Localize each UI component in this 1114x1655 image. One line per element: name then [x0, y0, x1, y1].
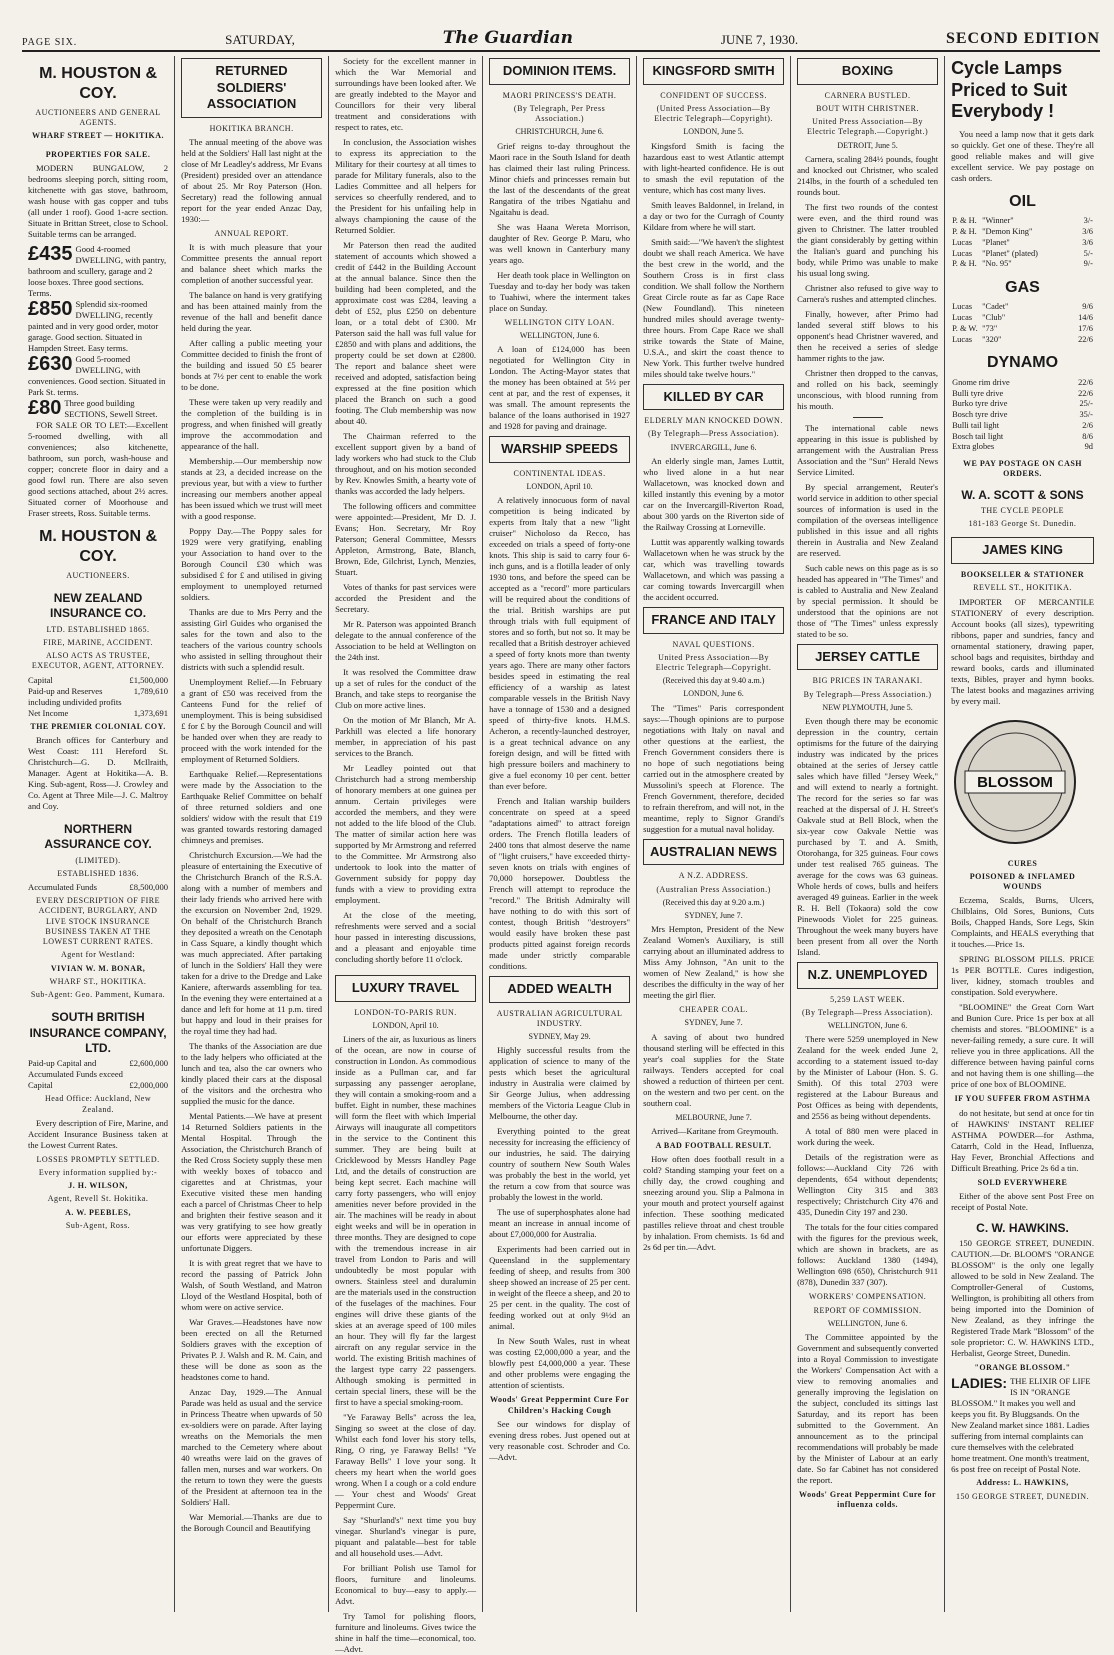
received-line: (Received this day at 9.20 a.m.)	[662, 897, 765, 907]
item-name: Bosch tyre drive	[952, 410, 1008, 420]
article-headline: KINGSFORD SMITH	[643, 58, 784, 85]
article-paragraph: Everything pointed to the great necessity for increasing the efficiency of our industries, he said. The dairying country of southern New South Wales was probably the best in the world, yet the return a cow from that source was probably the lowest in the world.	[489, 1126, 631, 1203]
figure-row	[28, 675, 168, 686]
figure-label: Paid-up Capital and Accumulated Funds exceed	[28, 1058, 123, 1080]
article-subhead: MAORI PRINCESS'S DEATH.	[502, 90, 617, 100]
article-paragraph: Experiments had been carried out in Queensland in the supplementary feeding of sheep, and results from 300 sheep showed an increase of 25 per cent. in weight of the fleece a sheep, and 20 to 25 per cent. in the quality. The cost of feeding worked out at only 9½d an animal.	[489, 1244, 631, 1332]
article-paragraph: Even though there may be economic depression in the country, certain optimisms for the future of the dairying industry was indicated by the prices obtained at the series of Jersey cattle sales which have filled "Jersey Week," and will extend to nearly a fortnight. The record for the series so far was reached at the dispersal of J. H. Street's Oakvale stud at Bell Block, when the six-year cow Oakvale Nettie was purchased by T. and A. Smith, Otorohanga, for 325 guineas. Four cows under test realised 765 guineas. The average for the cows was 63 guineas. Whole herds of cows, bulls and heifers averaged 49 guineas. Earlier in the week R. H. Bell (Tokaora) sold the cow Pinewoods Violet for 225 guineas. Throughout the week many buyers have been present from all over the North Island.	[797, 716, 939, 958]
sold-everywhere: SOLD EVERYWHERE	[977, 1177, 1068, 1187]
article-paragraph: Mr R. Paterson was appointed Branch delegate to the annual conference of the Association to be held at Wellington on the 24th inst.	[335, 619, 477, 662]
price-row	[951, 389, 1094, 400]
agency-line: (By Telegraph, Per Press Association.)	[513, 103, 606, 124]
price-section-heading: GAS	[1005, 279, 1040, 296]
article-paragraph: A relatively innocuous form of naval competition is being indicated by experts from Italy that a new "light cruiser" Nicholoso da Recco, has exceeded on trials a speed of forty-one knots. This ship is said to carry four 6-inch guns, and is a flotilla leader of only 1930 tons, and before the speed can be accepted as a "record" more particulars will be required about the conditions of the trial. British warships are put through trials with full equipment of stores and so forth, but not so. It may be recalled that a British destroyer achieved a speed of forty knots more than twenty years ago. There are many other factors besides speed in estimating the real efficiency of a warship as latest comparable vessels in the British Navy have a tonnage of 1530 and a designed speed of thirty-five knots. H.M.S. Acheron, a recently-launched destroyer, is a great technical advance on any foreign design, and will be fitted with high pressure boilers and machinery to give a fuel economy 10 per cent. better than ever before.	[489, 495, 631, 792]
price-row	[951, 399, 1094, 410]
dateline: DETROIT, June 5.	[837, 140, 898, 150]
property-text: Good 5-roomed DWELLING, with conveniences. Good section. Situated in Park St. terms.	[28, 353, 166, 397]
column-2-article	[175, 56, 329, 1612]
article-headline: DOMINION ITEMS.	[489, 58, 630, 85]
article-paragraph: After calling a public meeting your Committee decided to finish the front of the building and issued 50 £5 bearer bonds at 7½ per cent to enable the work to be done.	[181, 338, 323, 393]
insurer-name: NORTHERN ASSURANCE COY.	[44, 821, 152, 852]
column-1-ads	[22, 56, 175, 1612]
price-row	[951, 410, 1094, 421]
item-price: 5/-	[1083, 248, 1093, 258]
property-price: £80	[28, 396, 62, 419]
firm-name: C. W. HAWKINS.	[976, 1220, 1069, 1235]
advert: Try Tamol for polishing floors, furniture and linoleums. Gives twice the shine in half the time—economical, too.—Advt.	[335, 1611, 477, 1655]
firm-name: M. HOUSTON & COY.	[39, 65, 157, 103]
maker-name: Lucas	[952, 313, 973, 323]
item-price: 2/6	[1082, 420, 1093, 430]
article-paragraph: Mr Paterson then read the audited statement of accounts which showed a credit of £442 in the Building Account at the annual balance. Since then the building had been completed, and the approximate cost was £284, leaving a debt of £52, plus £250 on debenture loan, or a total debt of £300. Mr Paterson said the hall was full value for £2850 and with plans and additions, the property could be set down at £2800. The report and balance sheet were received and adopted, satisfaction being expressed at the fine position which placed the Branch on such a good footing. The Club membership was now about 40.	[335, 240, 477, 426]
property-text: Three good building SECTIONS, Sewell Street.	[64, 397, 158, 419]
item-name: Bosch tail light	[952, 431, 1004, 441]
article-paragraph: Mental Patients.—We have at present 14 Returned Soldiers patients in the Mental Hospital. Through the Association, the Christchurch Branch of the Red Cross Society supply these men with weekly boxes of tobacco and cigarettes and at Christmas, your Executive visited these men handing each a parcel of Christmas Cheer to help and brighten their festive season and it was very gratifying to see how greatly our efforts were appreciated by these unfortunate Diggers.	[181, 1111, 323, 1254]
article-paragraph: Kingsford Smith is facing the hazardous east to west Atlantic attempt with light-hearted confidence. He is out to smash the evil reputation of the venture, which has cost many lives.	[643, 140, 785, 195]
maker-name: P. & W.	[952, 323, 978, 333]
insurer-subagent: Sub-Agent: Geo. Pamment, Kumara.	[30, 990, 166, 999]
maker-name: Lucas	[952, 248, 973, 258]
property-listing: MODERN BUNGALOW, 2 bedrooms sleeping porch, sitting room, kitchenette with gas stove, bathroom, wash house with gas copper and tubs (all under 1 roof). Good 1-acre section. Situate in Brittan Street, close to School. Suitable terms can be arranged.	[28, 162, 169, 239]
article-paragraph: The following officers and committee were appointed:—President, Mr D. J. Evans; Hon. Secretary, Mr Roy Paterson; General Committee, Messrs Appleton, Armstrong, Bate, Blanch, Brown, Ede, Gilchrist, Lynch, Menzies, Stuart.	[335, 501, 477, 577]
property-price: £435	[28, 242, 73, 265]
article-paragraph: Finally, however, after Primo had landed several stiff blows to his opponent's head Christner wavered, and then he received a series of sledge hammer rights to the jaw.	[797, 308, 939, 363]
agency-line: (United Press Association—By Electric Telegraph—Copyright).	[654, 103, 773, 124]
figure-value: £8,500,000	[129, 882, 169, 893]
asthma-text: do not hesitate, but send at once for tin of HAWKINS' INSTANT RELIEF ASTHMA POWDER—for Asthma, Catarrh, Cold in the Head, Influenza, Hay Fever, Bronchial Affections and Difficult Breathing. Price 2s 6d a tin.	[951, 1107, 1094, 1173]
item-name: Extra globes	[952, 442, 995, 452]
article-subhead: CARNERA BUSTLED.	[824, 90, 911, 100]
maker-name: P. & H.	[952, 216, 977, 226]
firm-role: THE CYCLE PEOPLE	[980, 506, 1065, 516]
maker-name: P. & H.	[952, 259, 977, 269]
dynamo-price-list	[951, 378, 1094, 453]
firm-role: AUCTIONEERS.	[66, 570, 130, 580]
item-name: "Cadet"	[982, 302, 1009, 312]
figure-row	[28, 1080, 168, 1091]
agency-line: (By Telegraph—Press Association).	[802, 1007, 934, 1017]
article-headline: WARSHIP SPEEDS	[489, 436, 630, 463]
price-row	[951, 216, 1094, 227]
article-paragraph: A loan of £124,000 has been negotiated for Wellington City in London. The Acting-Mayor states that the money has been obtained at 5½ per cent at par, and the rest of expenses, it was small. The amount represents the balance of the loans authorised in 1927 and 1928 for paving and drainage.	[489, 344, 631, 432]
dateline: MELBOURNE, June 7.	[675, 1112, 752, 1122]
insurer-agent-name: J. H. WILSON,	[68, 1181, 128, 1191]
divider	[853, 417, 883, 418]
article-paragraph: Carnera, scaling 284½ pounds, fought and knocked out Christner, who scaled 214lbs, in the fourth of a scheduled ten rounds bout.	[797, 153, 939, 197]
article-subhead: WORKERS' COMPENSATION.	[808, 1292, 927, 1302]
article-paragraph: In conclusion, the Association wishes to express its appreciation to the Military for their courtesy at all times to parade for Military funerals, also to the Ladies Committee and all helpers for services so cheerfully rendered, and to the President for his unfailing help in always championing the cause of the Returned Soldier.	[335, 137, 477, 235]
property-listing	[28, 354, 168, 398]
insurer-description: Every description of Fire, Marine, and Accident Insurance Business taken at the Lowest Current Rates.	[28, 1117, 169, 1150]
article-paragraph: There were 5259 unemployed in New Zealand for the week ended June 2, according to a statement issued to-day by the Minister of Labour (Hon. S. G. Smith). Of this total 2703 were registered at the Labour Bureaus and Post Offices as being with dependents, and 2556 as being without dependents.	[797, 1034, 939, 1122]
insurer-agent-address: Sub-Agent, Ross.	[65, 1220, 131, 1230]
figure-row	[28, 1058, 168, 1080]
pills-text: SPRING BLOSSOM PILLS. PRICE 1s PER BOTTLE. Cures indigestion, liver, kidney, stomach troubles and constipation. Sold everywhere.	[951, 954, 1094, 998]
article-subhead: A N.Z. ADDRESS.	[678, 871, 749, 881]
article-headline: ADDED WEALTH	[489, 976, 630, 1003]
article-subhead: A BAD FOOTBALL RESULT.	[655, 1140, 772, 1150]
article-paragraph: She was Haana Wereta Morrison, daughter of Rev. George P. Maru, who was well known in Canterbury many years ago.	[489, 221, 631, 265]
property-text: Splendid six-roomed DWELLING, recently painted and in very good order, motor garage. Good section. Situated in Hampden Street. Easy terms.	[28, 298, 159, 353]
property-price: £850	[28, 297, 73, 320]
price-row	[951, 335, 1094, 346]
item-price: 14/6	[1078, 313, 1093, 323]
article-paragraph: The thanks of the Association are due to the lady helpers who officiated at the lunch and tea, also the car owners who kindly placed their cars at the disposal of the visitors and the orchestra who supplied the music for the dance.	[181, 1041, 323, 1107]
item-name: "No. 95"	[982, 259, 1012, 269]
article-subhead: CHEAPER COAL.	[679, 1005, 748, 1015]
firm-description: IMPORTER OF MERCANTILE STATIONERY of every description. Account books (all sizes), typewriting ribbons, paper and sundries, fancy and ornamental stationery, drawing paper, school bags and requisites, birthday and reward books, cards and illuminated texts, Bibles, prayer and hymn books. The latest books and magazines arriving by every mail.	[951, 596, 1094, 706]
article-paragraph: It was resolved the Committee draw up a set of rules for the conduct of the Branch, and take steps to reorganise the Club on more active lines.	[335, 667, 477, 710]
article-paragraph: Membership.—Our membership now stands at 23, a decided increase on the previous year, but with a view to further increasing our members another appeal has been issued which we trust will meet with a good response.	[181, 456, 323, 522]
figure-value: £2,600,000	[129, 1058, 169, 1069]
item-name: Gnome rim drive	[952, 377, 1010, 387]
cures-text: Eczema, Scalds, Burns, Ulcers, Chilblains, Old Sores, Bunions, Cuts Boils, Chapped Hands, Sore Legs, Skin Complaints, and HEALS everything that it touches.—Price 1s.	[951, 895, 1094, 950]
article-subhead: HOKITIKA BRANCH.	[209, 123, 294, 133]
dateline: SYDNEY, June 7.	[684, 1018, 743, 1028]
price-row	[951, 238, 1094, 249]
price-section-heading: OIL	[1009, 192, 1036, 210]
advert: Woods' Great Peppermint Cure for influenza colds.	[799, 1490, 937, 1510]
item-name: "73"	[982, 323, 998, 333]
firm-role: AUCTIONEERS AND GENERAL AGENTS.	[35, 107, 161, 128]
cures-label: CURES	[1007, 858, 1038, 868]
insurer-description: EVERY DESCRIPTION OF FIRE ACCIDENT, BURGLARY, AND LIVE STOCK INSURANCE BUSINESS TAKEN AT THE LOWEST CURRENT RATES.	[36, 896, 161, 947]
price-row	[951, 432, 1094, 443]
article-paragraph: The totals for the four cities compared with the figures for the previous week, which are shown in brackets, are as follows: Auckland 1380 (1494), Wellington 698 (650), Christchurch 911 (878), Dunedin 337 (307).	[797, 1222, 939, 1288]
insurer-established: ESTABLISHED 1836.	[57, 868, 139, 878]
insurer-name: SOUTH BRITISH INSURANCE COMPANY, LTD.	[29, 1010, 167, 1055]
insurer-office: Head Office: Auckland, New Zealand.	[44, 1094, 152, 1114]
item-price: 22/6	[1078, 388, 1093, 398]
article-subhead: ELDERLY MAN KNOCKED DOWN.	[644, 416, 783, 426]
advert: For brilliant Polish use Tamol for floors, furniture and linoleums. Economical to buy—easy to apply.—Advt.	[335, 1563, 477, 1607]
dateline: NEW PLYMOUTH, June 5.	[822, 702, 913, 712]
item-name: "Winner"	[982, 216, 1014, 226]
firm-address: 181-183 George St. Dunedin.	[968, 519, 1077, 529]
post-free-note: Either of the above sent Post Free on receipt of Postal Note.	[951, 1190, 1094, 1212]
item-price: 3/6	[1082, 227, 1093, 236]
insurer-agent-name: VIVIAN W. M. BONAR,	[50, 963, 146, 973]
article-subhead: NAVAL QUESTIONS.	[672, 639, 755, 649]
item-price: 25/-	[1079, 399, 1093, 409]
article-paragraph: Unemployment Relief.—In February a grant of £50 was received from the Canteens Fund for the relief of unemployment. This is being subsidised £ for £ by the Borough Council and will be handed over when they are ready to proceed with the work intended for the employment of Returned Soldiers.	[181, 677, 323, 765]
article-paragraph: Liners of the air, as luxurious as liners of the ocean, are now in course of construction in London. As commodious inside as a Pullman car, and far surpassing any passenger aeroplane, they will contain a smoking-room and a buffet. Eight in number, these machines will form the fleet with which Imperial Airways will inaugurate all competitors in the service to the Continent this summer. They are being built at Cricklewood by Messrs Handley Page Ltd, and the details of construction are being kept secret. Each machine will carry forty passengers, who will enjoy amenities never before provided in the air. The machines will be ready in about eight weeks and will be in operation in three months. They are designed to cope with the tremendous increase in air travel from London to Paris and will undoubtedly be most popular with owners. Stainless steel and duralumin are the materials used in the construction of the fuselages of the machines. Four engines will drive these giants of the skies at an average speed of 100 miles an hour. They will fly far the largest aircraft on any regular service in the world. The existing British machines of the largest type carry 22 passengers. Although smoking is permitted in certain special liners, these will be the first to have a special smoking-room.	[335, 1034, 477, 1408]
article-paragraph: Luttit was apparently walking towards Wallacetown when he was struck by the car, which was travelling towards Wallacetown, and which was passing a car coming towards Invercargill when the accident occurred.	[643, 536, 785, 602]
blossom-emblem-icon	[951, 717, 1079, 847]
article-paragraph: It is with much pleasure that your Committee presents the annual report and balance sheet which marks the completion of another successful year.	[181, 242, 323, 286]
price-row	[951, 421, 1094, 432]
column-6-news	[791, 56, 945, 1612]
article-paragraph: On the motion of Mr Blanch, Mr A. Parkhill was elected a life honorary member, in appreciation of his past services to the Branch.	[335, 715, 477, 758]
price-row	[951, 302, 1094, 313]
product-name: "ORANGE BLOSSOM."	[974, 1363, 1071, 1373]
notice-paragraph: The international cable news appearing in this issue is published by arrangement with the Australian Press Association and the "Sun" Herald News Service Limited.	[797, 422, 939, 477]
article-paragraph: Christner also refused to give way to Carnera's rushes and attempted clinches.	[797, 282, 939, 304]
caution-text: 150 GEORGE STREET, DUNEDIN. CAUTION.—Dr. BLOOM'S "ORANGE BLOSSOM" is the only one legally allowed to be sold in New Zealand. The Comptroller-General of Customs, Wellington, is prohibiting all others from being imported into the Dominion of New Zealand, as they infringe the Registered Trade Mark "Blossom" of the sole proprietor: C. W. HAWKINS LTD., Herbalist, George Street, Dunedin.	[951, 1238, 1094, 1359]
item-price: 8/6	[1082, 431, 1093, 441]
item-name: "Planet" (plated)	[982, 248, 1038, 258]
item-name: "320"	[982, 334, 1002, 344]
agency-line: United Press Association—By Electric Telegraph—Copyright.	[655, 652, 772, 672]
article-paragraph: A total of 880 men were placed in work during the week.	[797, 1126, 939, 1148]
dateline: WELLINGTON, June 6.	[519, 330, 600, 340]
article-paragraph: An elderly single man, James Luttit, who lived alone in a hut near Wallacetown, was knocked down and killed instantly this evening by a motor car on the Invercargill-Riverton Road, about 300 yards on the Riverton side of the Railway Crossing at Lorneville.	[643, 455, 785, 532]
insurer-name: NEW ZEALAND INSURANCE CO.	[50, 591, 147, 621]
article-subhead: WELLINGTON CITY LOAN.	[504, 317, 615, 327]
figure-row	[28, 882, 168, 893]
property-price: £630	[28, 352, 73, 375]
figure-label: Paid-up and Reserves including undivided profits	[28, 685, 122, 707]
price-row	[951, 259, 1094, 270]
verse: "Ye Faraway Bells" across the lea, Singing so sweet at the close of day. Whilst each fond lover his story tells, Ring, O ring, ye Faraway Bells! "Ye Faraway Bells" I love your song. It cheers my heart when the world goes wrong. When I a cough or a cold endure— Your chest and Woods' Great Peppermint Cure.	[335, 1412, 477, 1511]
ladies-text: THE ELIXIR OF LIFE IS IN "ORANGE BLOSSOM." It makes you well and keeps you fit. By Bluggsands. On the New Zealand market since 1881. Ladies suffering from internal complaints can cure themselves with the celebrated home treatment. One month's treatment, 6s post free on receipt of Postal Note.	[951, 1376, 1091, 1475]
article-headline: KILLED BY CAR	[643, 384, 784, 411]
property-listing	[28, 398, 168, 420]
insurer-info: Every information supplied by:-	[38, 1168, 158, 1178]
cures-heading: POISONED & INFLAMED WOUNDS	[969, 871, 1076, 892]
article-paragraph: Smith leaves Baldonnel, in Ireland, in a day or two for the Curragh of County Kildare from where he will start.	[643, 199, 785, 232]
article-paragraph: These were taken up very readily and the completion of the building is in progress, and when finished will greatly improve the accommodation and appearance of the hall.	[181, 397, 323, 452]
article-paragraph: The "Times" Paris correspondent says:—Though opinions are to purpose negotiations with Italy on naval and other questions at the earliest, the French Government considers there is no hope of such negotiations being carried out in the atmosphere created by Mussolini's speech at Florence. The French Government, therefore, decided to refrain therefrom, and will not, in the meantime, reply to Signor Grandi's suggestion for a mutual naval holiday.	[643, 702, 785, 834]
agency-line: By Telegraph—Press Association.)	[803, 689, 932, 699]
item-price: 9d	[1084, 442, 1093, 452]
item-name: Bulli tail light	[952, 420, 1000, 430]
item-name: "Demon King"	[982, 227, 1033, 236]
article-paragraph: Highly successful results from the application of science to many of the pests which beset the agricultural industry in Australia were claimed by Sir George Julius, when addressing members of the Victoria League Club in Melbourne, the other day.	[489, 1045, 631, 1122]
dateline: SYDNEY, June 7.	[684, 911, 743, 921]
item-name: "Planet"	[982, 237, 1010, 247]
item-price: 22/6	[1078, 334, 1093, 344]
article-paragraph: The first two rounds of the contest were even, and the third round was given to Christner. The latter troubled the giant considerably by getting within the Italian's guard and punching his body, while Primo was unable to make his usual long swing.	[797, 201, 939, 278]
article-paragraph: French and Italian warship builders concentrate on speed at a speed "adaptations aimed" to attract foreign orders. The French flotilla leaders of 2400 tons that almost deserve the name of "light cruisers," have exceeded thirty-seven knots on trials with engines of 70,000 horsepower. Doubtless the French will attempt to reproduce the "record." The British Admiralty will have nothing to do with this sort of contest, though British "destroyers" would easily have broken these past products pitted against foreign records made under strictly comparable conditions.	[489, 796, 631, 972]
figure-row	[28, 686, 168, 708]
maker-name: Lucas	[952, 334, 973, 344]
article-paragraph: Arrived—Karitane from Greymouth.	[651, 1125, 779, 1136]
dateline: INVERCARGILL, June 6.	[670, 442, 757, 452]
price-row	[951, 378, 1094, 389]
article-subhead: REPORT OF COMMISSION.	[813, 1305, 922, 1315]
property-listing	[28, 299, 168, 354]
column-7-ads	[945, 56, 1100, 1612]
cycle-lamps-text: You need a lamp now that it gets dark so quickly. Get one of these. They're all good reliable makes and will give excellent service. We pay postage on cash orders.	[951, 128, 1094, 183]
insurer-losses: LOSSES PROMPTLY SETTLED.	[36, 1154, 160, 1164]
advert: See our windows for display of evening dress robes. Just opened out at very reasonable cost. Schroder and Co.—Advt.	[489, 1418, 631, 1462]
dateline: WELLINGTON, June 6.	[827, 1021, 908, 1031]
figure-label: Capital	[28, 1080, 53, 1091]
masthead-day: SATURDAY,	[225, 32, 295, 47]
notice-paragraph: By special arrangement, Reuter's world service in addition to other special sources of information is used in the compilation of the overseas intelligence published in this issue and all rights therein in Australia and New Zealand are reserved.	[797, 481, 939, 558]
article-paragraph: Votes of thanks for past services were accorded the President and the Secretary.	[335, 582, 477, 614]
item-price: 17/6	[1078, 323, 1093, 333]
price-row	[951, 313, 1094, 324]
article-paragraph: Her death took place in Wellington on Tuesday and to-day her body was taken to Tuahiwi, where the interment takes place on Sunday.	[489, 269, 631, 313]
article-paragraph: Christner then dropped to the canvas, and rolled on his back, seemingly unconscious, with blood running from his mouth.	[797, 367, 939, 411]
article-subhead: ANNUAL REPORT.	[214, 229, 289, 239]
dateline: WELLINGTON, June 6.	[827, 1318, 908, 1328]
edition-label: SECOND EDITION	[945, 30, 1100, 47]
insurer-agent-name: A. W. PEEBLES,	[65, 1207, 131, 1217]
figure-value: 1,373,691	[133, 707, 169, 718]
dateline: CHRISTCHURCH, June 6.	[515, 127, 604, 137]
column-4-news	[483, 56, 637, 1612]
article-paragraph: Earthquake Relief.—Representations were made by the Association to the Earthquake Relief Committee on behalf of three returned soldiers and one soldiers' widow with the result that £19 was granted towards restoring damaged chimneys and premises.	[181, 769, 323, 846]
ladies-advert	[951, 1376, 1094, 1475]
maker-name: Lucas	[952, 237, 973, 247]
article-headline: JERSEY CATTLE	[797, 644, 938, 671]
article-paragraph: Details of the registration were as follows:—Auckland City 726 with dependents, 654 without dependents; Wellington City 315 and 383 respectively; Christchurch City 476 and 435, Dunedin City 197 and 230.	[797, 1152, 939, 1218]
item-name: Bulli tyre drive	[952, 388, 1004, 398]
article-paragraph: The Committee appointed by the Government and subsequently converted into a Royal Commission to investigate the Workers' Compensation Act with a view to removing anomalies and generally improving the legislation on the subject, concluded its sittings last Saturday, and its report has been submitted to the Government. An announcement as to the principal recommendations will probably be made by the Minister of Labour at an early date. So far Cabinet has not considered the report.	[797, 1332, 939, 1486]
article-paragraph: Anzac Day, 1929.—The Annual Parade was held as usual and the service in Princess Theatre when upwards of 50 ex-soldiers were on parade. After laying wreaths on the Memorials the men marched to the Cemetery where about 40 wreaths were laid on the graves of fallen men, nurses and war workers. On the return to town they were the guests of the President at afternoon tea in the Soldiers' Hall.	[181, 1387, 323, 1508]
article-headline: BOXING	[797, 58, 938, 85]
maker-name: P. & H.	[952, 227, 977, 236]
article-headline: FRANCE AND ITALY	[643, 607, 784, 634]
insurer-agent-address: WHARF ST., HOKITIKA.	[49, 976, 147, 986]
price-row	[951, 324, 1094, 335]
insurer-agent: Agent for Westland:	[61, 950, 136, 960]
article-paragraph: Society for the excellent manner in which the War Memorial and surroundings have been looked after. We are greatly indebted to the Mayor and Councillors for their very liberal treatment and considerations with respect to rates, etc.	[335, 56, 477, 132]
masthead	[22, 22, 1100, 52]
dateline: LONDON, April 10.	[526, 481, 593, 491]
firm-role: BOOKSELLER & STATIONER	[960, 570, 1085, 580]
insurer-agent-address: Agent, Revell St. Hokitika.	[47, 1194, 149, 1204]
price-row	[951, 227, 1094, 238]
notice-paragraph: Such cable news on this page as is so headed has appeared in "The Times" and is cabled to Australia and New Zealand by special permission. It should be understood that the opinions are not those of "The Times" unless expressly stated to be so.	[797, 562, 939, 639]
bloomine-text: "BLOOMINE" the Great Corn Wart and Bunion Cure. Price 1s per box at all chemists and stores. "BLOOMINE" is a never-failing remedy, a sure cure. It will relieve you in three applications. All the difference between having painful corns and not having them is one shilling—the price of one box of BLOOMINE.	[951, 1002, 1094, 1090]
agency-line: United Press Association—By Electric Telegraph.—Copyright.)	[806, 117, 929, 137]
article-paragraph: The balance on hand is very gratifying and has been attained mainly from the revenue of the hall and benefit dance held during the year.	[181, 290, 323, 334]
article-paragraph: A saving of about two hundred thousand sterling will be effected in this year's coal supplies for the State railways. Tenders accepted for coal showed a reduction of thirteen per cent. on the western and two per cent. on the southern coal.	[643, 1031, 785, 1108]
oil-lamp-price-list	[951, 216, 1094, 270]
article-headline: RETURNED SOLDIERS' ASSOCIATION	[181, 58, 322, 118]
article-paragraph: Smith said:—"We haven't the slightest doubt we shall reach America. We have the best crew in the world, and the Southern Cross is in first class condition. We shall follow the Northern Great Circle route as far as Cape Race (New Foundland). This nineteen hundred miles should average twenty-three hours. From Cape Race we shall strike towards the State of Maine, U.S.A., and skirt the coast thence to New York. This further twelve hundred miles should take twelve hours."	[643, 236, 785, 379]
figure-label: Accumulated Funds	[28, 882, 97, 893]
insurer-lines: FIRE, MARINE, ACCIDENT.	[43, 638, 153, 647]
article-paragraph: At the close of the meeting, refreshments were served and a social hour passed in interesting discussions, and a pleasant and enjoyable time concluding shortly before 11 o'clock.	[335, 910, 477, 964]
firm-name: JAMES KING	[951, 537, 1094, 564]
article-headline: LUXURY TRAVEL	[335, 975, 476, 1002]
agency-line: (By Telegraph—Press Association).	[648, 429, 780, 439]
property-listing: FOR SALE OR TO LET:—Excellent 5-roomed dwelling, with all conveniences; also kitchenette, bathroom, sun porch, wash-house and copper; concrete floor in dairy and a good fowl run. There are also seven good sections attached, about 2½ acres. Situated corner of Moorhouse and Fraser streets, Ross. Suitable terms.	[28, 419, 169, 518]
column-3-article	[329, 56, 483, 1655]
property-text: Good 4-roomed DWELLING, with pantry, bathroom and scullery, garage and 2 loose boxes. Three good sections. Terms.	[28, 243, 167, 298]
article-paragraph: Mrs Hempton, President of the New Zealand Women's Auxiliary, is still carrying about an illuminated address to Miss Amy Johnson, "An unit to the women of New Zealand," is how she describes the difficulty in the way of her meeting the girl flier.	[643, 924, 785, 1001]
figure-row	[28, 708, 168, 719]
item-price: 3/6	[1082, 237, 1093, 247]
insurer-ltd: (LIMITED).	[75, 855, 121, 865]
insurer-agents: Branch offices for Canterbury and West Coast: 111 Hereford St. Christchurch—G. D. McIlraith, Manager. Agent at Hokitika—A. B. King. Sub-agent, Ross—J. Crowley and Co. Agent at Three Mile—J. C. Maltroy and Coy.	[28, 734, 169, 811]
article-paragraph: The Chairman referred to the excellent support given by a band of lady workers who had stuck to the Club throughout, and on his motion seconded by Rev. Knowles Smith, a hearty vote of thanks was accorded the lady helpers.	[335, 431, 477, 496]
dateline: LONDON, June 6.	[683, 689, 744, 699]
page-number: PAGE SIX.	[22, 37, 78, 48]
ladies-label: LADIES:	[951, 1375, 1008, 1392]
article-paragraph: Grief reigns to-day throughout the Maori race in the South Island for death has claimed their last ruling Princess. Minor chiefs and princesses remain but the last of the descendants of the great Rangatira of the tribes Ngatiahu and Ngaitahu is dead.	[489, 140, 631, 217]
article-paragraph: Christchurch Excursion.—We had the pleasure of entertaining the Executive of the Christchurch Branch of the R.S.A. along with a number of members and their lady friends who arrived here with the excursion on November 2nd, 1929. On behalf of the Christchurch Branch they deposited a wreath on the Cenotaph in Cass Square, a kindly thought which was much appreciated. After partaking of lunch in the Soldiers' Hall they were taken for a drive to the Dredge and Lake Kaniere, afterwards assembling for tea. In the evening they were entertained at a dance and left for home at 11 p.m. tired but happy and loud in their praises for the royal time they had had.	[181, 850, 323, 1037]
dateline: LONDON, June 5.	[683, 127, 744, 137]
price-row	[951, 249, 1094, 260]
item-name: Burko tyre drive	[952, 399, 1008, 409]
insurer-acts: ALSO ACTS AS TRUSTEE, EXECUTOR, AGENT, ATTORNEY.	[31, 651, 165, 671]
article-subhead: CONTINENTAL IDEAS.	[513, 468, 606, 478]
figure-label: Net Income	[28, 707, 69, 718]
firm-address: Address: L. HAWKINS,	[976, 1478, 1069, 1488]
price-row	[951, 442, 1094, 453]
column-5-news	[637, 56, 791, 1612]
article-paragraph: In New South Wales, rust in wheat was costing £2,000,000 a year, and the blowfly pest £4,000,000 a year. These and other problems were engaging the attention of scientists.	[489, 1336, 631, 1391]
firm-name: W. A. SCOTT & SONS	[961, 487, 1084, 502]
article-paragraph: The annual meeting of the above was held at the Soldiers' Hall last night at the close of Mr Leadley's address, Mr Evans (President) presided over an attendance of about 25. Mr Roy Paterson (Hon. Secretary) read the following annual report for the year ended Anzac Day, 1930:—	[181, 137, 323, 225]
cycle-lamps-headline: Cycle Lamps Priced to Suit Everybody !	[951, 58, 1068, 122]
gas-lamp-price-list	[951, 302, 1094, 345]
article-paragraph: War Graves.—Headstones have now been erected on all the Returned Soldiers graves with the exception of Privates P. J. Walsh and R. M. Cain, and these will be done as soon as the headstones come to hand.	[181, 1317, 323, 1383]
item-name: "Club"	[982, 313, 1006, 323]
received-line: (Received this day at 9.40 a.m.)	[662, 676, 765, 686]
firm-address: 150 GEORGE STREET, DUNEDIN.	[955, 1491, 1090, 1501]
item-price: 22/6	[1078, 377, 1093, 387]
article-subhead: BIG PRICES IN TARANAKI.	[812, 676, 923, 686]
article-paragraph: War Memorial.—Thanks are due to the Borough Council and Beautifying	[181, 1512, 323, 1534]
article-subhead: 5,259 LAST WEEK.	[830, 994, 905, 1004]
firm-address: WHARF STREET — HOKITIKA.	[32, 131, 165, 141]
item-price: 35/-	[1079, 410, 1093, 420]
article-subhead: AUSTRALIAN AGRICULTURAL INDUSTRY.	[496, 1008, 623, 1028]
paper-title: The Guardian	[442, 28, 574, 48]
figure-value: £1,500,000	[129, 674, 169, 685]
advert: Woods' Great Peppermint Cure For Children's Hacking Cough	[489, 1395, 630, 1415]
article-paragraph: It is with great regret that we have to record the passing of Patrick John Walsh, of South Westland, and Matron Lloyd of the Westland Hospital, both of whom were on active service.	[181, 1258, 323, 1313]
maker-name: Lucas	[952, 302, 973, 312]
properties-heading: PROPERTIES FOR SALE.	[45, 149, 151, 159]
figure-value: £2,000,000	[129, 1080, 169, 1091]
article-paragraph: Mr Leadley pointed out that Christchurch had a strong membership of honorary members at one guinea per annum. Certain privileges were accorded the members, and they were not added to the life blood of the Club. The matter of similar action here was supported by Mr Armstrong and referred to the Committee. Mr Armstrong also undertook to look into the matter of Government subsidy for poppy day funds with a view to providing extra employment.	[335, 763, 477, 905]
masthead-date: JUNE 7, 1930.	[720, 32, 799, 47]
insurer-established: LTD. ESTABLISHED 1865.	[46, 624, 150, 634]
article-headline: N.Z. UNEMPLOYED	[797, 962, 938, 989]
firm-address: REVELL ST., HOKITIKA.	[973, 583, 1072, 593]
article-subhead: LONDON-TO-PARIS RUN.	[354, 1007, 457, 1017]
insurer-tagline: THE PREMIER COLONIAL COY.	[30, 721, 166, 731]
blossom-label: BLOSSOM	[977, 773, 1053, 791]
property-listing	[28, 244, 168, 299]
postage-note: WE PAY POSTAGE ON CASH ORDERS.	[963, 459, 1083, 479]
agency-line: (Australian Press Association.)	[656, 884, 771, 894]
item-price: 9/-	[1083, 259, 1093, 269]
firm-name: M. HOUSTON & COY.	[39, 527, 157, 566]
asthma-heading: IF YOU SUFFER FROM ASTHMA	[954, 1094, 1091, 1104]
article-subhead: BOUT WITH CHRISTNER.	[816, 103, 919, 113]
dateline: LONDON, April 10.	[372, 1020, 439, 1030]
advert: How often does football result in a cold? Standing stamping your feet on a chilly day, the crowd coughing and sneezing around you. Slip a Palmona in your mouth and protect yourself against infection. These soothing medicated pastilles relieve throat and chest trouble by inhalation. From chemists. 1s 6d and 2s 6d per tin.—Advt.	[643, 1154, 785, 1253]
item-price: 9/6	[1082, 302, 1093, 312]
dateline: SYDNEY, May 29.	[528, 1032, 591, 1042]
columns	[22, 56, 1100, 1655]
advert: Say "Shurland's" next time you buy vinegar. Shurland's vinegar is pure, piquant and palatable—best for table and all household uses.—Advt.	[335, 1515, 477, 1559]
article-paragraph: The use of superphosphates alone had meant an increase in annual income of about £7,000,000 for Australia.	[489, 1207, 631, 1240]
item-price: 3/-	[1083, 216, 1093, 226]
article-headline: AUSTRALIAN NEWS	[643, 839, 784, 866]
figure-value: 1,789,610	[133, 685, 169, 696]
article-paragraph: Poppy Day.—The Poppy sales for 1929 were very gratifying, enabling your Association to hand over to the Borough Council £30 which was subsidised £ for £ and utilised in giving employment to unemployed returned soldiers.	[181, 526, 323, 603]
article-subhead: CONFIDENT OF SUCCESS.	[660, 90, 767, 100]
article-paragraph: Thanks are due to Mrs Perry and the assisting Girl Guides who organised the sales for the town and also to the teachers of the various country schools who assisted in selling throughout their districts with such a splendid result.	[181, 607, 323, 673]
figure-label: Capital	[28, 674, 53, 685]
price-section-heading: DYNAMO	[986, 354, 1059, 372]
